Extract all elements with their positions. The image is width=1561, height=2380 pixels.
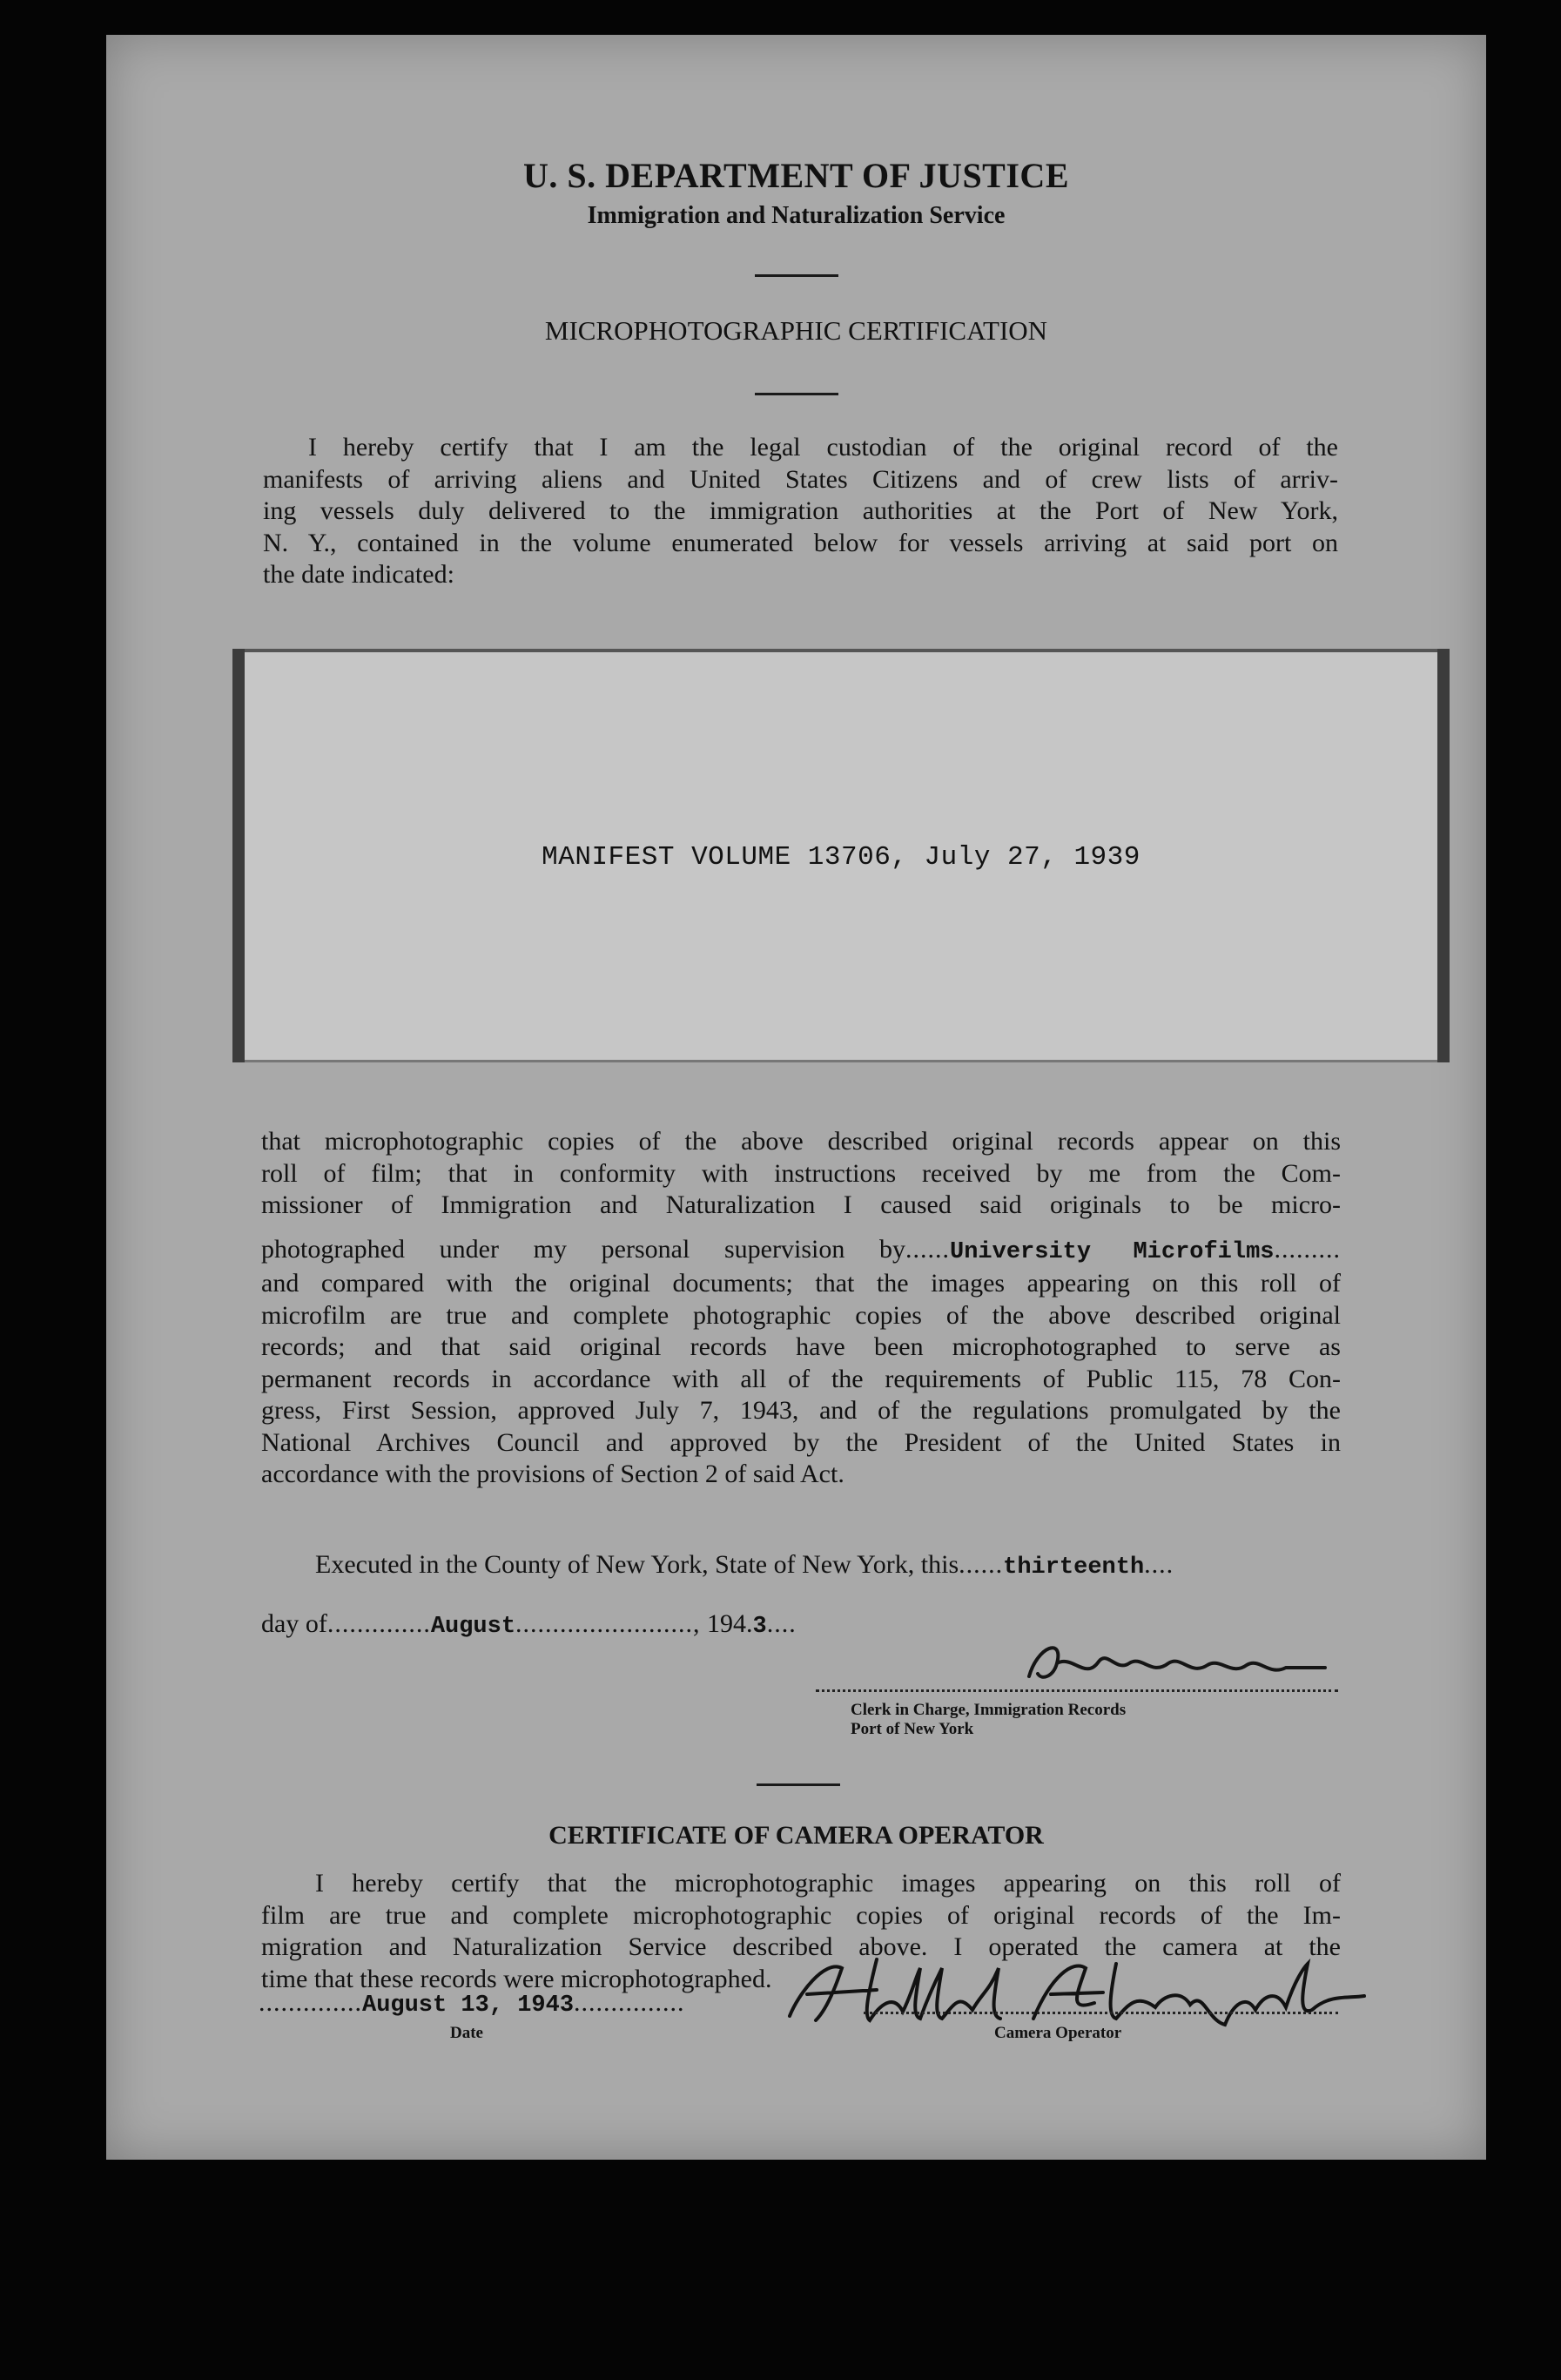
clerk-title <box>851 1701 1126 1739</box>
divider-3 <box>757 1783 840 1786</box>
intro-line: manifests of arriving aliens and United States Citizens and of crew lists of arriv- <box>263 464 1338 494</box>
typed-month: August <box>430 1614 516 1640</box>
manifest-volume-text: MANIFEST VOLUME 13706, July 27, 1939 <box>542 842 1140 873</box>
year-dot: . <box>746 1609 753 1638</box>
leader-dots: ............... <box>574 1988 685 2017</box>
body-line: National Archives Council and approved by the President of the United States in <box>261 1427 1341 1457</box>
leader-dots: ......... <box>1274 1234 1341 1264</box>
operator-signature-line <box>864 2012 1338 2014</box>
typed-supervisor: University Microfilms <box>950 1238 1275 1265</box>
department-heading: U. S. DEPARTMENT OF JUSTICE <box>523 156 1069 195</box>
typed-year-digit: 3 <box>752 1614 767 1640</box>
clerk-title-line: Clerk in Charge, Immigration Records <box>851 1701 1127 1719</box>
divider-2 <box>755 393 838 395</box>
leader-dots: .... <box>766 1609 797 1638</box>
camera-operator-label: Camera Operator <box>994 2024 1122 2042</box>
body-line: and compared with the original documents; that the images appearing on this roll of <box>261 1269 1341 1298</box>
body-line: missioner of Immigration and Naturalization I caused said originals to be micro- <box>261 1190 1341 1219</box>
body-line: roll of film; that in conformity with instructions received by me from the Com- <box>261 1158 1341 1188</box>
supervision-prefix: photographed under my personal supervision by <box>261 1234 906 1264</box>
clerk-signature-line <box>816 1689 1338 1692</box>
body-paragraph <box>261 1126 1341 1491</box>
camera-line: I hereby certify that the microphotographic images appearing on this roll of <box>315 1869 1341 1898</box>
intro-line: ing vessels duly delivered to the immigration authorities at the Port of New York, <box>263 496 1338 525</box>
day-of-line <box>261 1609 797 1640</box>
body-line: that microphotographic copies of the above described original records appear on this <box>261 1127 1341 1156</box>
body-line: microfilm are true and complete photographic copies of the above described original <box>261 1300 1341 1330</box>
supervision-line <box>261 1234 1341 1269</box>
intro-paragraph <box>263 432 1338 591</box>
executed-line <box>315 1550 1342 1581</box>
intro-line: the date indicated: <box>263 560 454 589</box>
camera-line: migration and Naturalization Service described above. I operated the camera at the <box>261 1932 1341 1961</box>
leader-dots: ...... <box>959 1550 1004 1579</box>
typed-day: thirteenth <box>1003 1554 1145 1581</box>
camera-certificate-title: CERTIFICATE OF CAMERA OPERATOR <box>548 1821 1044 1850</box>
body-line: permanent records in accordance with all of the requirements of Public 115, 78 Con- <box>261 1364 1341 1393</box>
clerk-signature <box>1003 1628 1386 1698</box>
leader-dots: .... <box>1144 1550 1174 1579</box>
camera-line: film are true and complete microphotographic copies of original records of the Im- <box>261 1900 1341 1930</box>
leader-dots: ...... <box>905 1234 951 1264</box>
intro-line: N. Y., contained in the volume enumerated below for vessels arriving at said port on <box>263 528 1338 557</box>
camera-line: time that these records were microphotographed. <box>261 1964 772 1993</box>
leader-dots: ........................, <box>515 1609 701 1638</box>
service-subheading: Immigration and Naturalization Service <box>587 202 1006 229</box>
certificate-page <box>106 35 1486 2160</box>
leader-dots: .............. <box>259 1988 362 2017</box>
body-line: records; and that said original records have been microphotographed to serve as <box>261 1332 1341 1361</box>
executed-prefix: Executed in the County of New York, State of New York, this <box>315 1550 959 1579</box>
year-prefix: 194 <box>707 1609 747 1638</box>
divider-1 <box>755 274 838 277</box>
typed-camera-date: August 13, 1943 <box>362 1992 575 2019</box>
leader-dots: .............. <box>326 1609 431 1638</box>
day-of-label: day of <box>261 1609 327 1638</box>
clerk-port-line: Port of New York <box>851 1720 974 1738</box>
camera-date-line <box>259 1988 685 2019</box>
intro-line: I hereby certify that I am the legal custodian of the original record of the <box>308 433 1338 462</box>
certification-title: MICROPHOTOGRAPHIC CERTIFICATION <box>544 315 1048 346</box>
manifest-slip <box>232 649 1450 1062</box>
date-label: Date <box>450 2024 483 2042</box>
body-line: gress, First Session, approved July 7, 1943, and of the regulations promulgated by the <box>261 1396 1341 1425</box>
body-line: accordance with the provisions of Section 2 of said Act. <box>261 1460 844 1488</box>
